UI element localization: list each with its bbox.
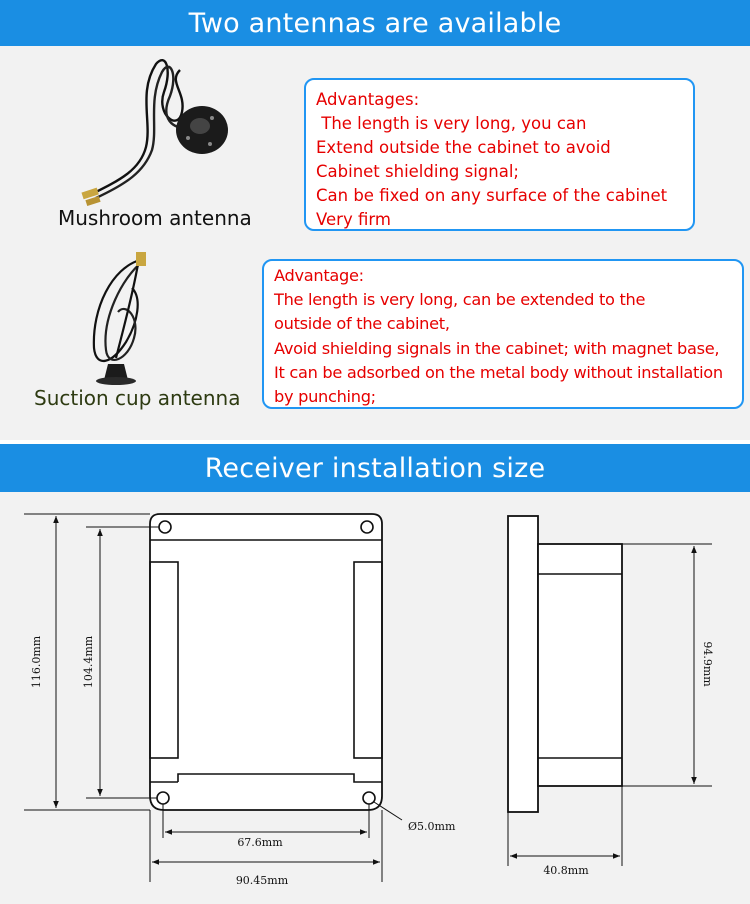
suction-advantages-callout <box>262 259 744 409</box>
mushroom-advantage-line: Can be fixed on any surface of the cabinet <box>316 186 668 205</box>
side-height-label: 94.9mm <box>701 641 714 687</box>
side-view-flange <box>508 516 538 812</box>
hole-leader-line <box>374 802 402 820</box>
suction-advantage-line: Advantage: <box>274 266 364 285</box>
height-total-label: 116.0mm <box>30 635 43 689</box>
mushroom-antenna-image <box>60 52 240 207</box>
suction-advantage-line: The length is very long, can be extended to the <box>274 290 646 310</box>
receiver-header: Receiver installation size <box>0 444 750 492</box>
width-total-label: 90.45mm <box>235 874 289 887</box>
height-inner-label: 104.4mm <box>82 635 95 689</box>
suction-advantage-line: Avoid shielding signals in the cabinet; with magnet base, <box>274 338 720 358</box>
mushroom-advantages-callout <box>304 78 695 231</box>
mushroom-advantage-line: Very firm <box>316 210 391 229</box>
suction-advantage-line: outside of the cabinet, <box>274 314 450 334</box>
receiver-dimension-drawing <box>0 492 750 904</box>
side-depth-label: 40.8mm <box>543 864 589 877</box>
mushroom-advantage-line: Cabinet shielding signal; <box>316 162 519 181</box>
mushroom-advantage-line: Advantages: <box>316 90 420 109</box>
front-view-outline <box>150 514 382 810</box>
side-view-body <box>538 544 622 786</box>
suction-advantage-line: It can be adsorbed on the metal body without installation <box>274 362 723 382</box>
suction-cup-antenna-label: Suction cup antenna <box>34 386 241 410</box>
mushroom-antenna-label: Mushroom antenna <box>58 206 252 230</box>
mushroom-advantage-line: Extend outside the cabinet to avoid <box>316 138 611 157</box>
hole-diameter-label: Ø5.0mm <box>408 820 456 833</box>
mushroom-advantage-line: The length is very long, you can <box>316 114 587 133</box>
suction-advantage-line: by punching; <box>274 387 376 407</box>
suction-cup-antenna-image <box>72 238 182 386</box>
hole-spacing-label: 67.6mm <box>237 836 283 849</box>
antennas-header: Two antennas are available <box>0 0 750 46</box>
